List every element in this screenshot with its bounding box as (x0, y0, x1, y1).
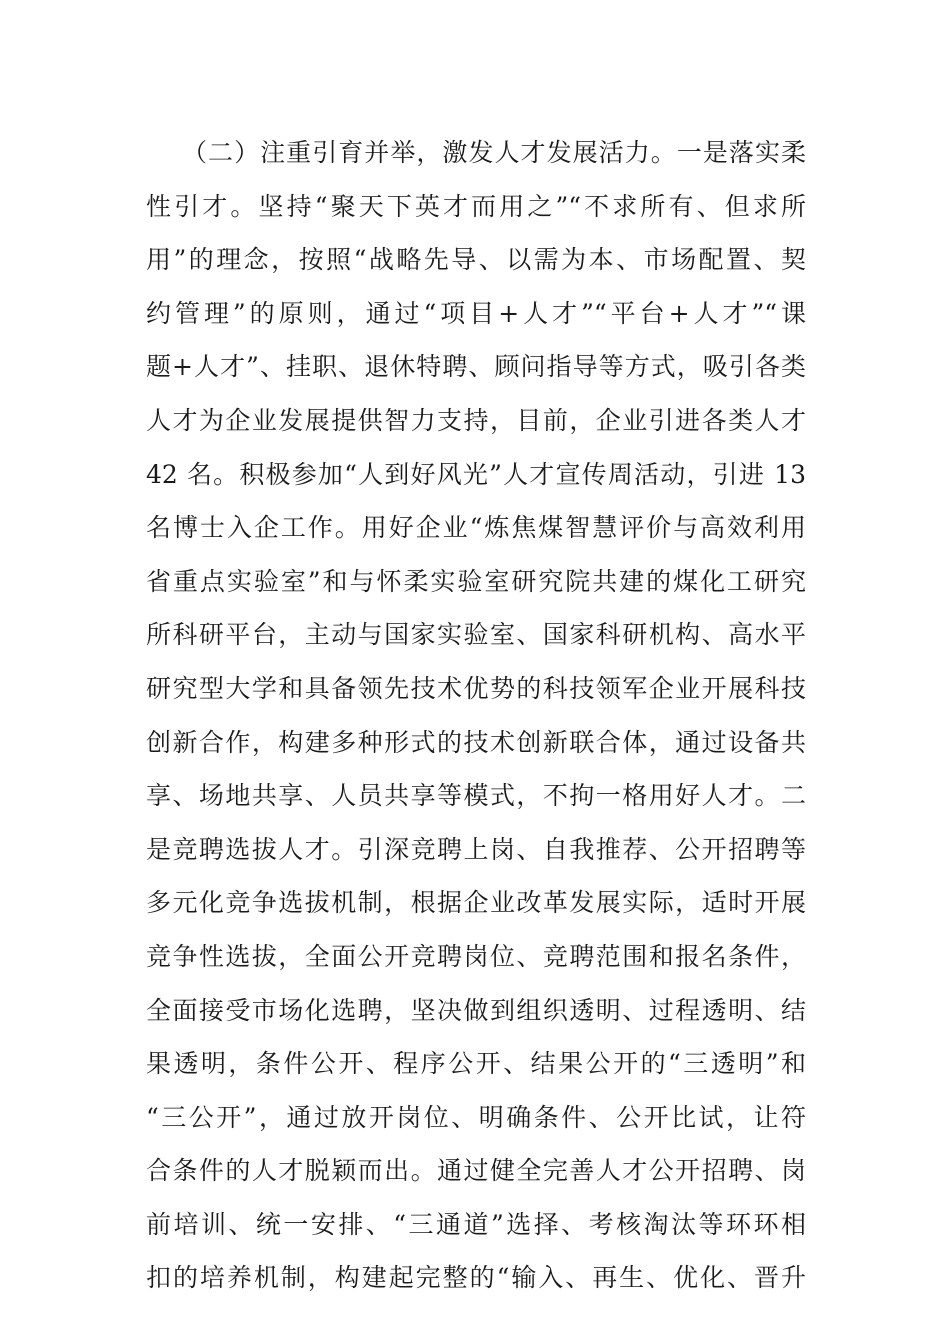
paragraph-line: 合条件的人才脱颖而出。通过健全完善人才公开招聘、岗 (146, 1156, 806, 1186)
paragraph-line: 多元化竞争选拔机制，根据企业改革发展实际，适时开展 (146, 888, 806, 918)
paragraph-line: 性引才。坚持“聚天下英才而用之”“不求所有、但求所 (146, 191, 806, 221)
paragraph-line: 题+人才”、挂职、退休特聘、顾问指导等方式，吸引各类 (146, 352, 806, 382)
paragraph-line: 省重点实验室”和与怀柔实验室研究院共建的煤化工研究 (146, 566, 806, 596)
paragraph-line: 所科研平台，主动与国家实验室、国家科研机构、高水平 (146, 620, 806, 650)
body-paragraph (146, 126, 806, 1305)
paragraph-line: 名博士入企工作。用好企业“炼焦煤智慧评价与高效利用 (146, 513, 806, 543)
paragraph-line: “三公开”，通过放开岗位、明确条件、公开比试，让符 (146, 1102, 806, 1132)
paragraph-line: 创新合作，构建多种形式的技术创新联合体，通过设备共 (146, 727, 806, 757)
paragraph-line: 是竞聘选拔人才。引深竞聘上岗、自我推荐、公开招聘等 (146, 834, 806, 864)
paragraph-line: 享、场地共享、人员共享等模式，不拘一格用好人才。二 (146, 781, 806, 811)
paragraph-line: 前培训、统一安排、“三通道”选择、考核淘汰等环环相 (146, 1209, 806, 1239)
paragraph-line: 人才为企业发展提供智力支持，目前，企业引进各类人才 (146, 405, 806, 435)
paragraph-line: 果透明，条件公开、程序公开、结果公开的“三透明”和 (146, 1049, 806, 1079)
paragraph-line: 用”的理念，按照“战略先导、以需为本、市场配置、契 (146, 245, 806, 275)
paragraph-line: 42 名。积极参加“人到好风光”人才宣传周活动，引进 13 (146, 459, 806, 489)
paragraph-line: 扣的培养机制，构建起完整的“输入、再生、优化、晋升 (146, 1263, 806, 1293)
paragraph-line: 竞争性选拔，全面公开竞聘岗位、竞聘范围和报名条件， (146, 941, 806, 971)
paragraph-line: 研究型大学和具备领先技术优势的科技领军企业开展科技 (146, 673, 806, 703)
paragraph-line: 全面接受市场化选聘，坚决做到组织透明、过程透明、结 (146, 995, 806, 1025)
paragraph-line: 约管理”的原则，通过“项目+人才”“平台+人才”“课 (146, 298, 806, 328)
paragraph-line: （二）注重引育并举，激发人才发展活力。一是落实柔 (182, 138, 806, 167)
